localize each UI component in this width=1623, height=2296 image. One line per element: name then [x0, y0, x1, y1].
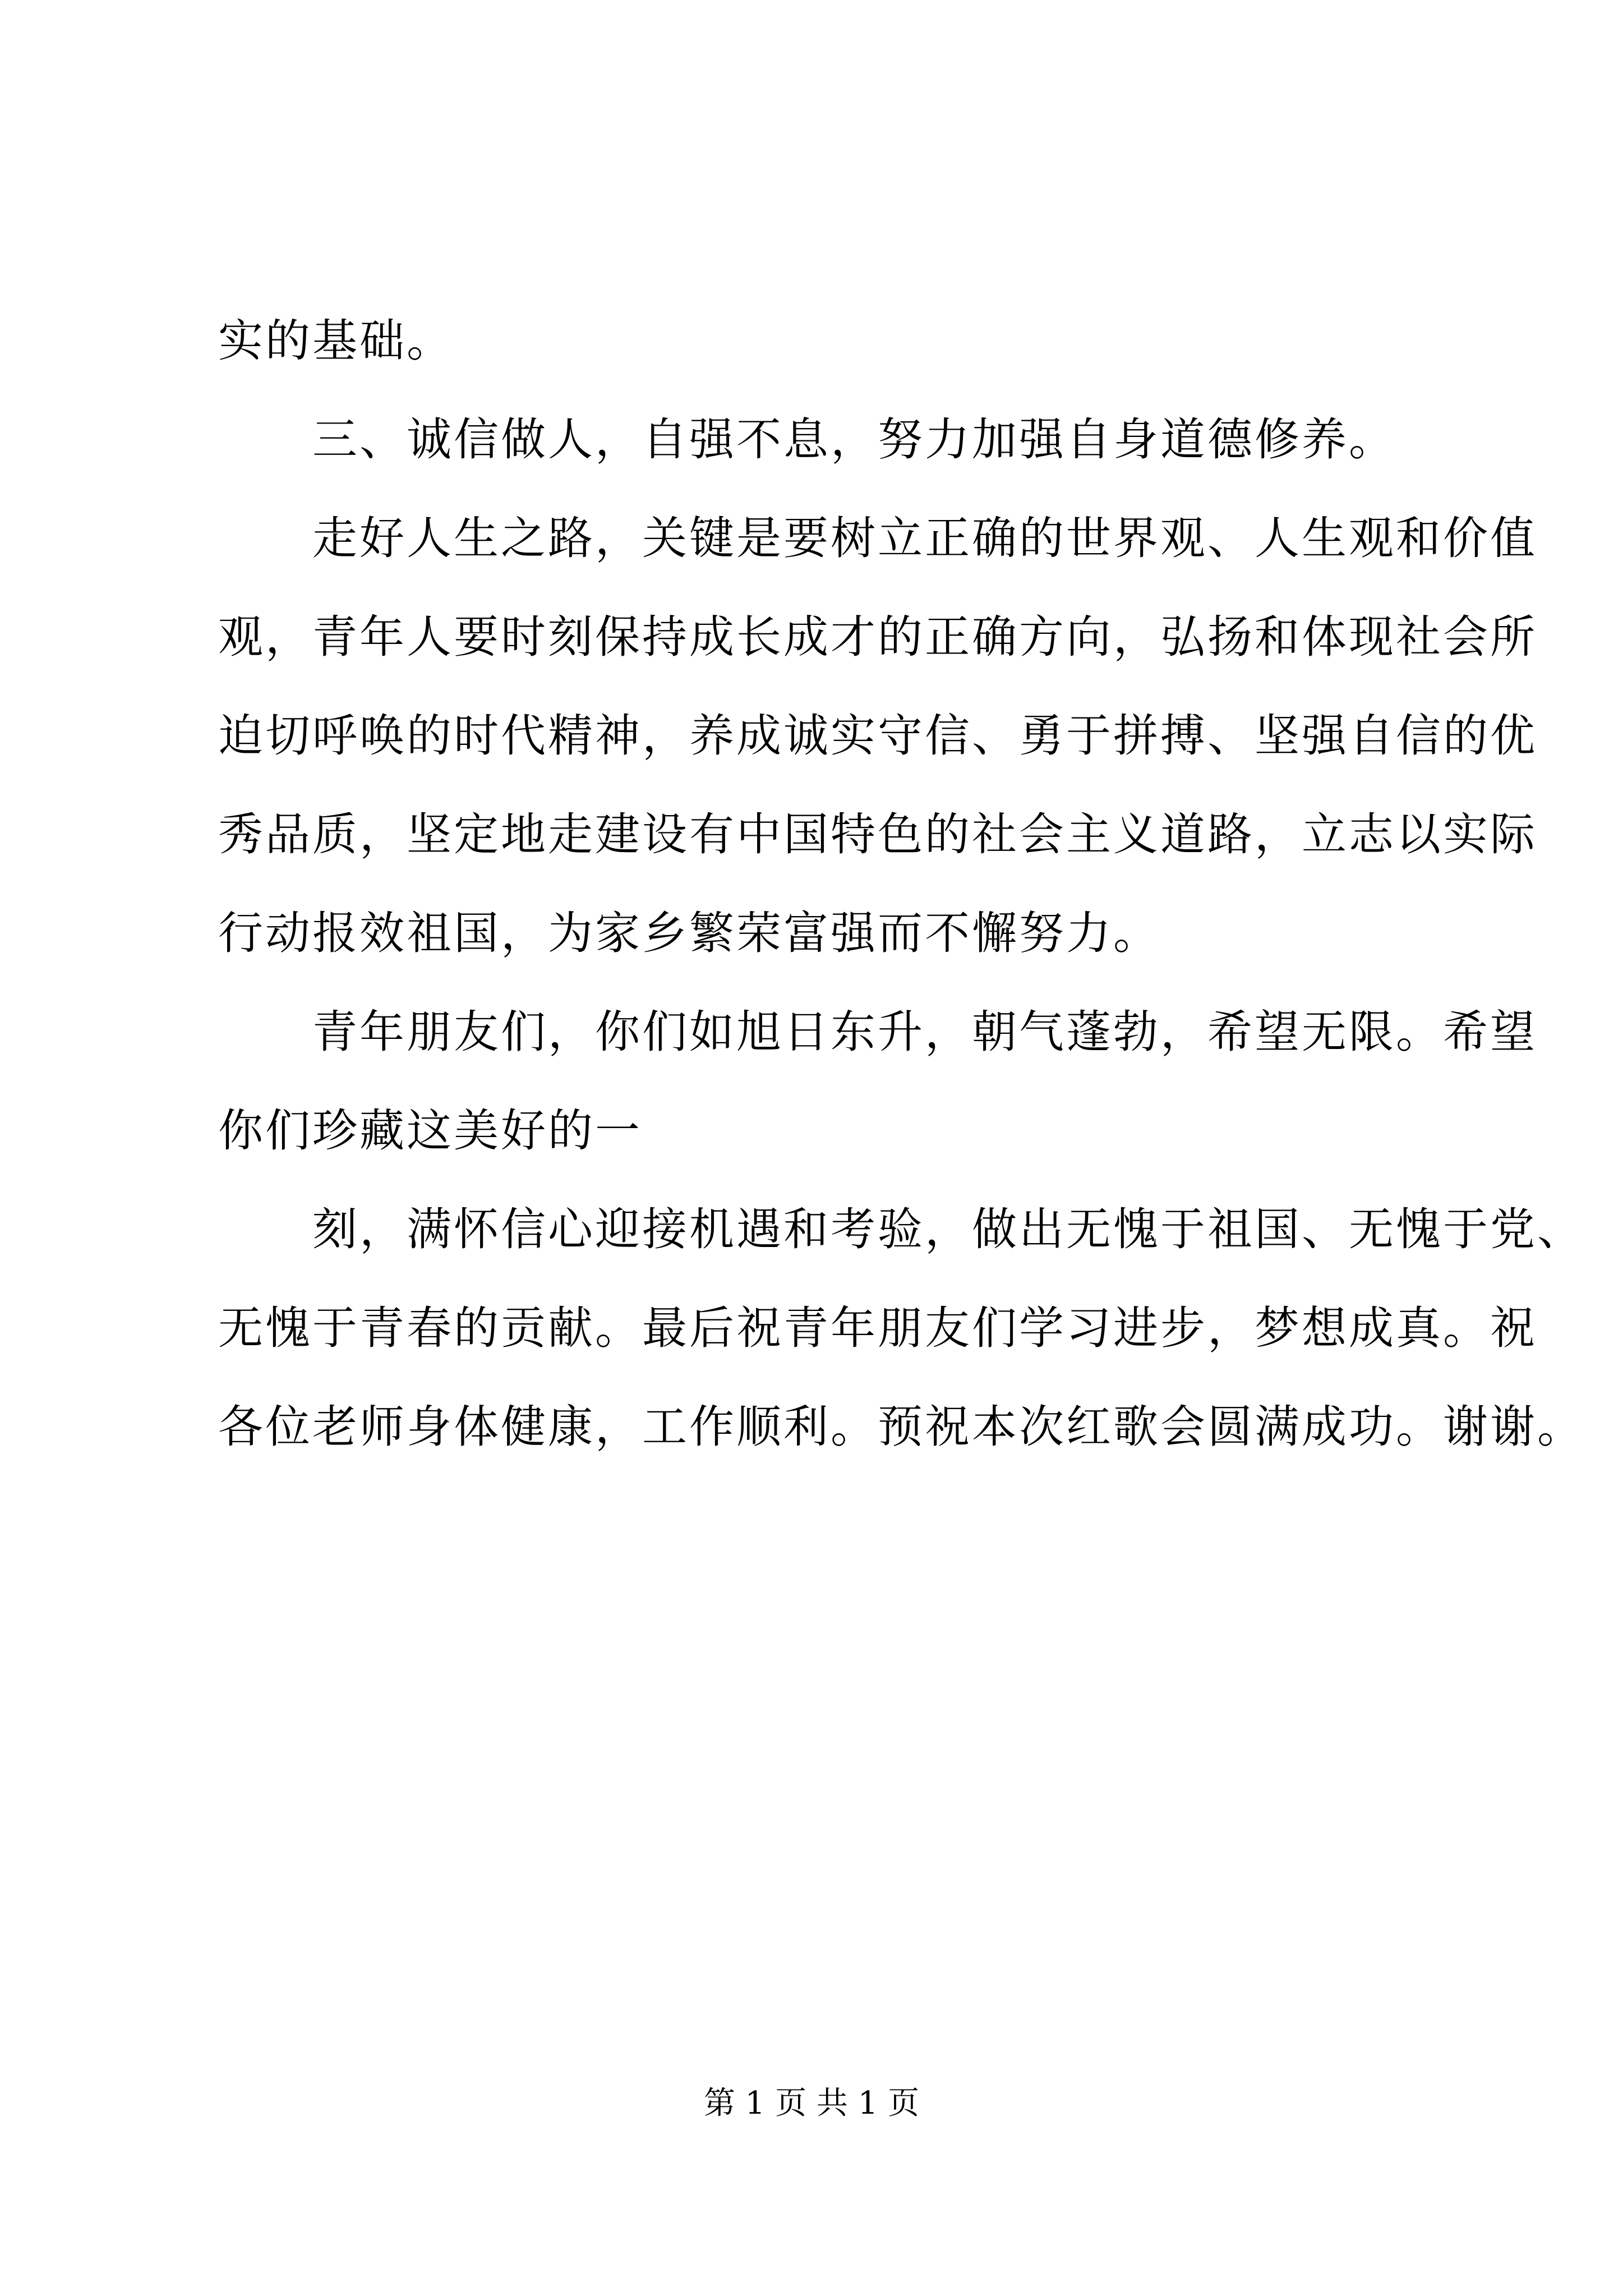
document-body	[218, 292, 1584, 1476]
text-line: 刻，满怀信心迎接机遇和考验，做出无愧于祖国、无愧于党、	[312, 1203, 1584, 1255]
text-line: 迫切呼唤的时代精神，养成诚实守信、勇于拼搏、坚强自信的优	[218, 710, 1537, 762]
text-line: 实的基础。	[218, 315, 454, 367]
text-line: 无愧于青春的贡献。最后祝青年朋友们学习进步，梦想成真。祝	[218, 1302, 1537, 1354]
text-line: 行动报效祖国，为家乡繁荣富强而不懈努力。	[218, 907, 1160, 959]
text-line: 你们珍藏这美好的一	[218, 1105, 642, 1157]
section-heading: 三、诚信做人，自强不息，努力加强自身道德修养。	[312, 413, 1396, 466]
text-line: 走好人生之路，关键是要树立正确的世界观、人生观和价值	[312, 512, 1537, 564]
text-line: 各位老师身体健康，工作顺利。预祝本次红歌会圆满成功。谢谢。	[218, 1401, 1584, 1453]
text-line: 观，青年人要时刻保持成长成才的正确方向，弘扬和体现社会所	[218, 611, 1537, 663]
page-number-footer: 第 1 页 共 1 页	[703, 2085, 920, 2122]
text-line: 青年朋友们，你们如旭日东升，朝气蓬勃，希望无限。希望	[312, 1006, 1537, 1058]
text-line: 秀品质，坚定地走建设有中国特色的社会主义道路，立志以实际	[218, 808, 1537, 861]
